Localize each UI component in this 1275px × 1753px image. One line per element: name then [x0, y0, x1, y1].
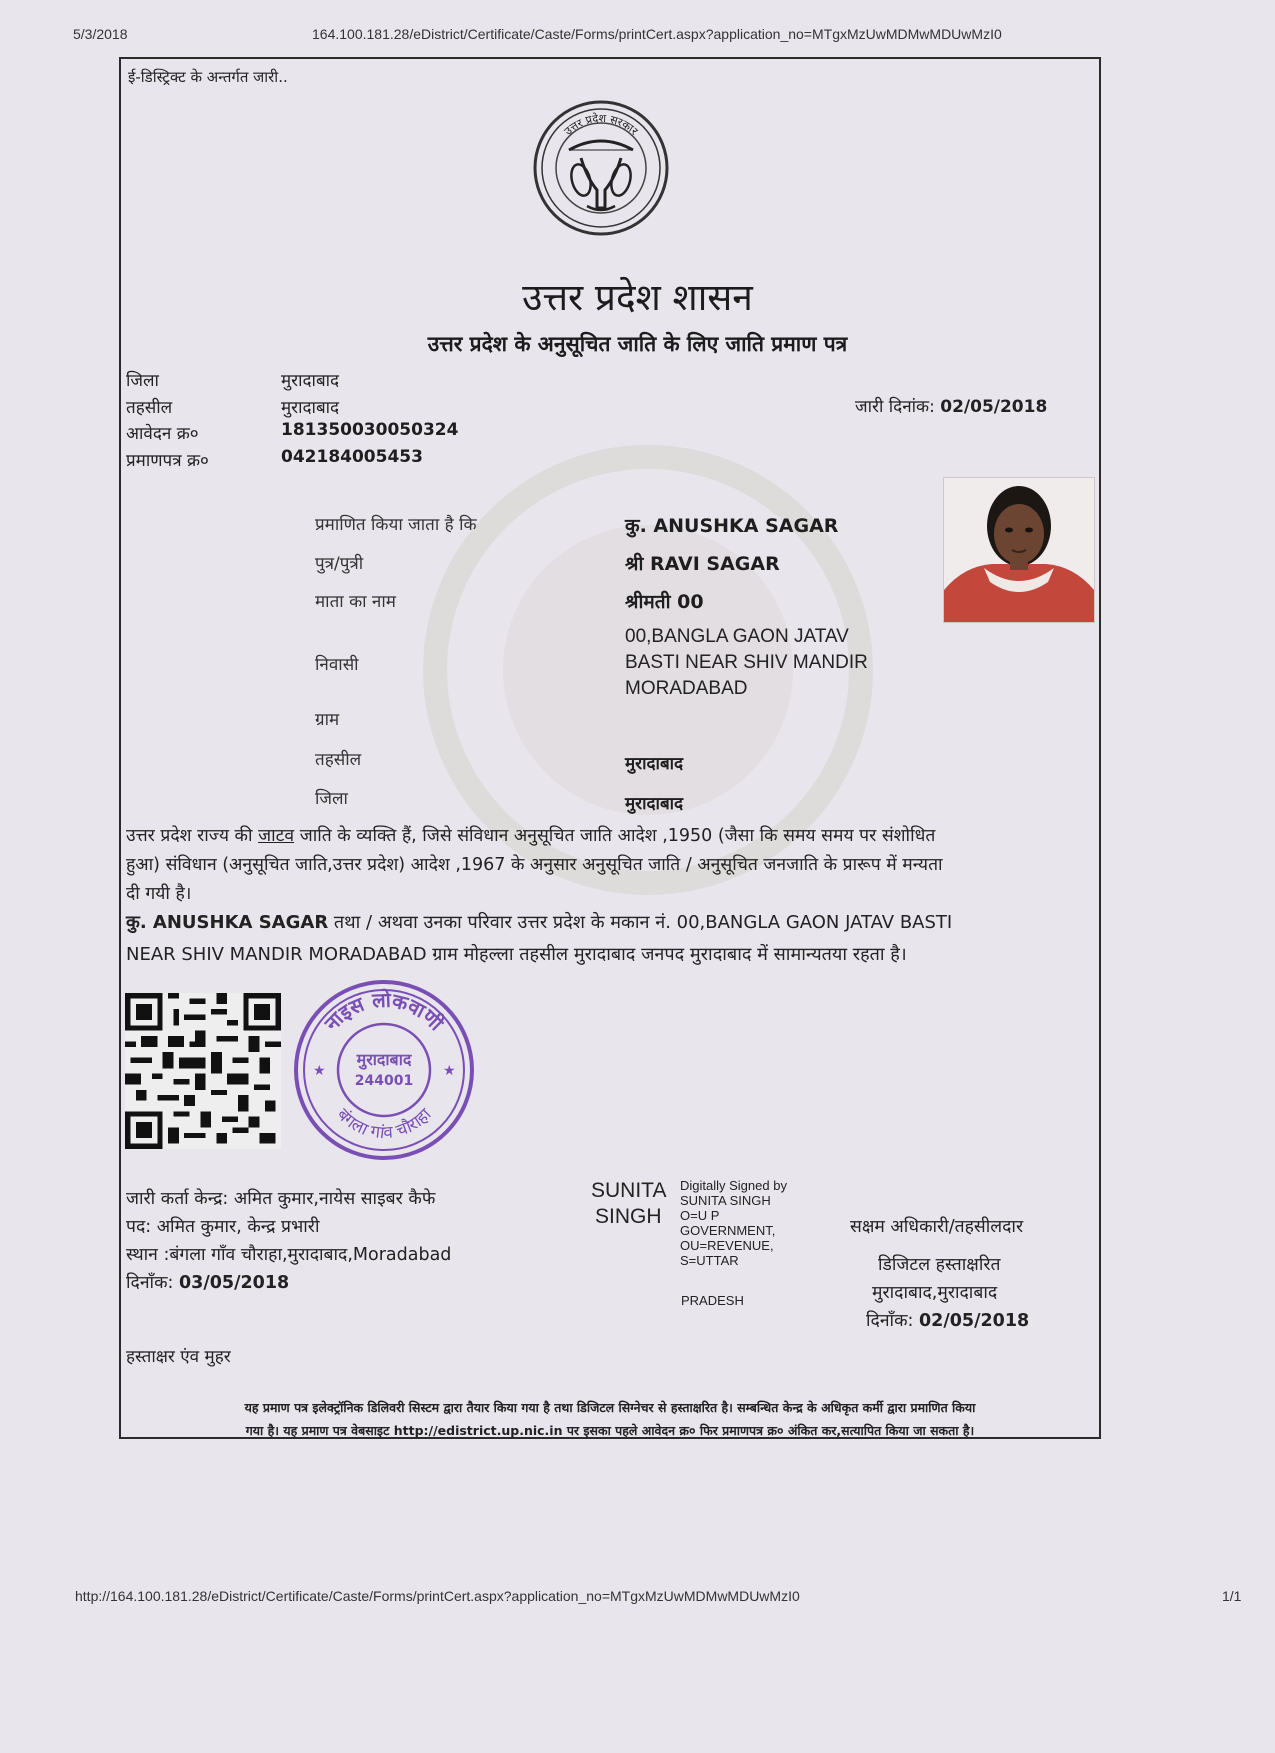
authority-title: सक्षम अधिकारी/तहसीलदार	[850, 1217, 1024, 1237]
issuer-date	[126, 1269, 451, 1297]
detail-tehsil-label: तहसील	[315, 750, 362, 770]
district-label: जिला	[126, 371, 159, 391]
para1-line1-end: जाति के व्यक्ति हैं, जिसे संविधान अनुसूचित जाति आदेश ,1950 (जैसा कि समय समय पर संशोधित	[294, 826, 936, 846]
issuer-place: स्थान :बंगला गाँव चौराहा,मुरादाबाद,Moradabad	[126, 1245, 452, 1265]
svg-text:★: ★	[313, 1063, 326, 1079]
signer-name-line2: SINGH	[595, 1205, 662, 1228]
authority-date-value: 02/05/2018	[918, 1311, 1030, 1331]
child-of-label: पुत्र/पुत्री	[315, 554, 364, 574]
tehsil-label: तहसील	[126, 398, 173, 418]
address-line-3: MORADABAD	[625, 678, 748, 699]
detail-tehsil-value: मुरादाबाद	[625, 754, 684, 774]
mother-label: माता का नाम	[315, 592, 396, 612]
signature-pradesh: PRADESH	[681, 1293, 744, 1308]
verification-note	[122, 1396, 1098, 1442]
signature-details	[680, 1178, 787, 1268]
authority-date	[866, 1308, 1029, 1332]
application-value: 181350030050324	[281, 420, 459, 440]
issuer-date-label: दिनाँक:	[126, 1273, 174, 1293]
certified-label: प्रमाणित किया जाता है कि	[315, 515, 477, 535]
para2-line2: NEAR SHIV MANDIR MORADABAD ग्राम मोहल्ला तहसील मुरादाबाद जनपद मुरादाबाद में सामान्यतया रहता है।	[126, 944, 907, 965]
para2-line1-rest: तथा / अथवा उनका परिवार उत्तर प्रदेश के मकान नं. 00,BANGLA GAON JATAV BASTI	[328, 912, 953, 933]
verification-note-line2: गया है। यह प्रमाण पत्र वेबसाइट http://edistrict.up.nic.in पर इसका पहले आवेदन क्र० फिर प्रमाणपत्र क्र० अंकित कर,सत्यापित किया जा सकता है।	[245, 1423, 975, 1438]
qr-code	[123, 993, 283, 1149]
stamp-top-text: नाइस लोकवाणी	[319, 987, 449, 1036]
issued-under-text: ई-डिस्ट्रिक्ट के अन्तर्गत जारी..	[128, 68, 288, 86]
emblem-text: उत्तर प्रदेश सरकार	[561, 111, 641, 138]
sig-detail-6: S=UTTAR	[680, 1253, 739, 1268]
application-label: आवेदन क्र०	[126, 424, 199, 444]
stamp-pin: 244001	[354, 1073, 414, 1089]
address-line-2: BASTI NEAR SHIV MANDIR	[625, 652, 868, 673]
sig-detail-2: SUNITA SINGH	[680, 1193, 771, 1208]
certified-value: कु. ANUSHKA SAGAR	[625, 515, 839, 537]
svg-text:★: ★	[443, 1063, 456, 1079]
sig-detail-3: O=U P	[680, 1208, 720, 1223]
certificate-paragraph-2	[126, 907, 1096, 971]
caste-name: जाटव	[258, 826, 295, 846]
page-subtitle: उत्तर प्रदेश के अनुसूचित जाति के लिए जाति प्रमाण पत्र	[427, 331, 848, 356]
issue-date-value: 02/05/2018	[940, 397, 1048, 417]
para1-line2: हुआ) संविधान (अनुसूचित जाति,उत्तर प्रदेश) आदेश ,1967 के अनुसार अनुसूचित जाति / अनुसूचित जनजाति के प्रारूप में मन्यता	[126, 855, 943, 875]
detail-district-label: जिला	[315, 789, 348, 809]
issuer-post: पद: अमित कुमार, केन्द्र प्रभारी	[126, 1217, 320, 1237]
authority-place: मुरादाबाद,मुरादाबाद	[872, 1283, 998, 1303]
resident-label: निवासी	[315, 655, 359, 675]
para1-line3: दी गयी है।	[126, 884, 192, 904]
verification-note-line1: यह प्रमाण पत्र इलेक्ट्रॉनिक डिलिवरी सिस्टम द्वारा तैयार किया गया है तथा डिजिटल सिग्नेचर से हस्ताक्षरित है। सम्बन्धित केन्द्र के अधिकृत कर्मी द्वारा प्रमाणित किया	[244, 1400, 976, 1415]
signature-seal-label: हस्ताक्षर एंव मुहर	[126, 1347, 231, 1367]
certificate-label: प्रमाणपत्र क्र०	[126, 451, 209, 471]
district-value: मुरादाबाद	[281, 371, 340, 391]
detail-district-value: मुरादाबाद	[625, 794, 684, 814]
authority-date-label: दिनाँक:	[866, 1311, 914, 1331]
para1-line1-start: उत्तर प्रदेश राज्य की	[126, 826, 259, 846]
sig-detail-5: OU=REVENUE,	[680, 1238, 774, 1253]
certificate-value: 042184005453	[281, 447, 423, 467]
applicant-name-bold: कु. ANUSHKA SAGAR	[126, 912, 329, 933]
stamp-center-text: मुरादाबाद	[356, 1050, 412, 1069]
certificate-paragraph-1	[126, 822, 1096, 909]
office-stamp	[291, 977, 477, 1163]
page-number: 1/1	[1222, 1588, 1242, 1604]
svg-text:बंगला गांव चौराहा	[332, 1104, 436, 1143]
address-line-1: 00,BANGLA GAON JATAV	[625, 626, 849, 647]
issuer-date-value: 03/05/2018	[178, 1273, 290, 1293]
issue-date-label: जारी दिनांक:	[855, 397, 935, 417]
page-title: उत्तर प्रदेश शासन	[522, 276, 753, 319]
up-government-emblem-icon	[531, 98, 671, 238]
sig-detail-1: Digitally Signed by	[680, 1178, 787, 1193]
print-url[interactable]: 164.100.181.28/eDistrict/Certificate/Caste/Forms/printCert.aspx?application_no=MTgxMzUwMDMwMDUwMzI0	[312, 26, 1002, 42]
mother-value: श्रीमती 00	[625, 591, 704, 613]
signer-name-line1: SUNITA	[591, 1179, 667, 1202]
footer-url[interactable]: http://164.100.181.28/eDistrict/Certificate/Caste/Forms/printCert.aspx?application_no=MTgxMzUwMDMwMDUwMzI0	[75, 1588, 800, 1604]
child-of-value: श्री RAVI SAGAR	[625, 553, 780, 575]
authority-signed: डिजिटल हस्ताक्षरित	[878, 1255, 1001, 1275]
village-label: ग्राम	[315, 710, 340, 730]
stamp-bottom-text: बंगला गांव चौराहा	[332, 1104, 436, 1144]
issuer-center: जारी कर्ता केन्द्र: अमित कुमार,नायेस साइबर कैफे	[126, 1189, 436, 1209]
applicant-photo	[943, 477, 1095, 623]
print-date: 5/3/2018	[73, 26, 128, 42]
issuer-block	[126, 1185, 451, 1297]
sig-detail-4: GOVERNMENT,	[680, 1223, 776, 1238]
issue-date	[855, 394, 1047, 417]
tehsil-value: मुरादाबाद	[281, 398, 340, 418]
